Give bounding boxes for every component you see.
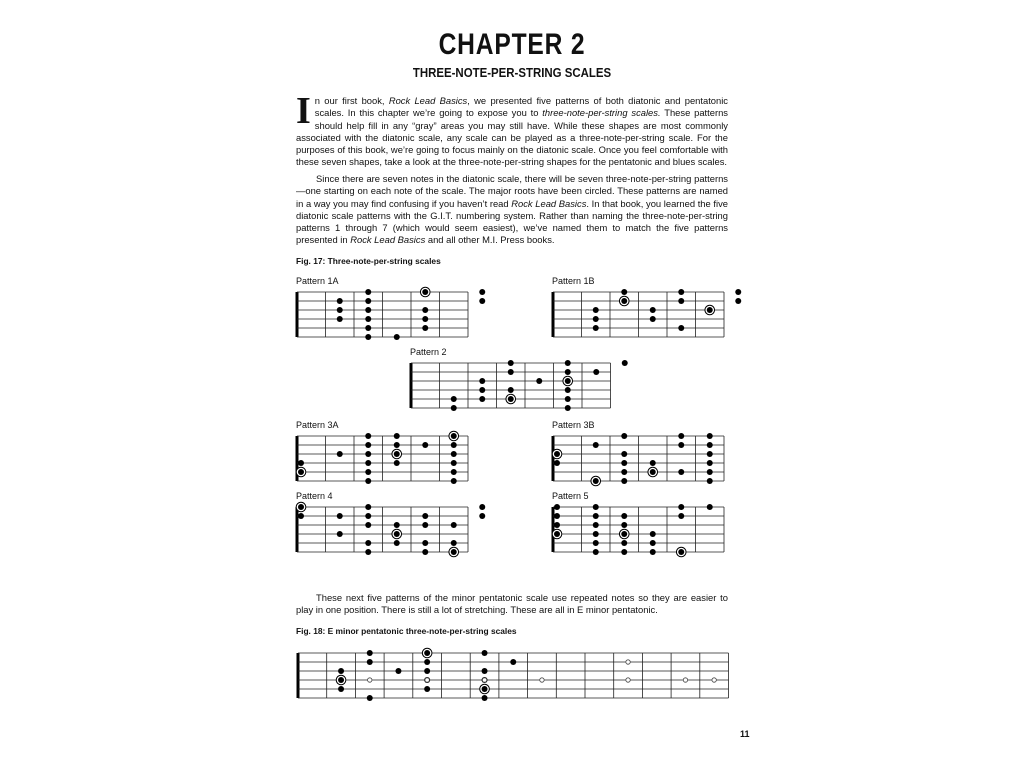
note-dot [621, 289, 627, 295]
note-dot [298, 460, 304, 466]
note-dot [621, 540, 627, 546]
note-dot [451, 405, 457, 411]
nut [552, 507, 555, 552]
note-dot [508, 369, 514, 375]
note-dot [707, 460, 713, 466]
note-dot [394, 442, 400, 448]
root-note-center [451, 433, 457, 439]
note-dot [365, 504, 371, 510]
note-dot [508, 360, 514, 366]
note-dot [482, 650, 488, 656]
note-dot [482, 695, 488, 701]
note-dot [593, 504, 599, 510]
note-dot [621, 469, 627, 475]
note-dot [365, 289, 371, 295]
note-dot [394, 522, 400, 528]
nut [296, 292, 299, 337]
pattern-label: Pattern 4 [296, 491, 333, 501]
chapter-title: CHAPTER 2 [438, 28, 586, 61]
note-dot [365, 442, 371, 448]
note-dot [424, 659, 430, 665]
root-note-center [554, 531, 560, 537]
note-dot [565, 396, 571, 402]
note-dot [479, 378, 485, 384]
note-dot [593, 369, 599, 375]
note-dot [678, 504, 684, 510]
note-dot [593, 522, 599, 528]
nut [410, 363, 413, 408]
note-dot [367, 650, 373, 656]
note-dot [337, 513, 343, 519]
pattern-label: Pattern 3B [552, 420, 595, 430]
pattern-label: Pattern 5 [552, 491, 589, 501]
note-dot [650, 307, 656, 313]
note-dot [650, 540, 656, 546]
note-dot [451, 451, 457, 457]
book-title-reference: Rock Lead Basics [388, 95, 468, 106]
body-paragraph-3: These next five patterns of the minor pentatonic scale use repeated notes so they are easier to play in one position. There is still a lot of stretching. These are all in E minor pentatonic. [296, 592, 728, 616]
note-dot [394, 540, 400, 546]
note-dot [365, 298, 371, 304]
note-dot [707, 469, 713, 475]
nut [297, 653, 300, 698]
note-dot [365, 478, 371, 484]
root-note-center [593, 478, 599, 484]
note-dot [621, 451, 627, 457]
note-dot [554, 513, 560, 519]
root-note-center [298, 504, 304, 510]
pattern-label: Pattern 3A [296, 420, 339, 430]
note-dot [365, 549, 371, 555]
note-dot [479, 289, 485, 295]
note-dot [678, 513, 684, 519]
note-dot [365, 433, 371, 439]
para2-text-3: and all other M.I. Press books. [425, 234, 555, 246]
note-dot [337, 451, 343, 457]
root-note-center [621, 531, 627, 537]
note-dot [554, 460, 560, 466]
note-dot [424, 686, 430, 692]
note-dot [621, 460, 627, 466]
note-dot [650, 316, 656, 322]
note-dot [424, 668, 430, 674]
note-dot [508, 387, 514, 393]
note-dot [365, 522, 371, 528]
note-dot [367, 659, 373, 665]
note-dot [479, 387, 485, 393]
note-dot [422, 307, 428, 313]
note-dot [422, 316, 428, 322]
pattern-label: Pattern 2 [410, 347, 447, 357]
note-dot [337, 316, 343, 322]
note-dot [621, 522, 627, 528]
fig18-label: Fig. 18: E minor pentatonic three-note-per-string scales [296, 626, 517, 636]
note-dot [395, 668, 401, 674]
note-dot [451, 478, 457, 484]
note-dot [554, 504, 560, 510]
note-dot [735, 289, 741, 295]
root-note-center [394, 451, 400, 457]
note-dot [621, 549, 627, 555]
note-dot [479, 396, 485, 402]
note-dot [337, 531, 343, 537]
note-dot [678, 469, 684, 475]
note-dot [678, 325, 684, 331]
note-dot [650, 531, 656, 537]
note-dot [678, 298, 684, 304]
note-dot [479, 298, 485, 304]
para2-text-1: Since there are seven notes in the diatonic scale, there will be seven three-note-per-string patterns—one starting on each note of the scale. The major roots have been circled. These patterns are named in a way you may find confusing if you haven’t read [296, 173, 728, 209]
note-dot [621, 433, 627, 439]
note-dot [422, 522, 428, 528]
note-dot [565, 405, 571, 411]
intro-text-3: These patterns should help fill in any “gray” areas you may still have. While these shapes are most commonly associated with the diatonic scale, any scale can be played as a three-note-per-string scale. For the purposes of this book, we’re going to focus mainly on the diatonic scale. Once you feel comfortable with these seven shapes, take a look at the three-note-per-string shapes for the pentatonic and blues scales. [296, 107, 728, 168]
note-dot [365, 469, 371, 475]
note-dot [394, 433, 400, 439]
note-dot [593, 549, 599, 555]
open-note-dot [626, 678, 630, 682]
root-note-center [678, 549, 684, 555]
note-dot [593, 307, 599, 313]
root-note-center [650, 469, 656, 475]
note-dot [536, 378, 542, 384]
root-note-center [707, 307, 713, 313]
root-note-center [621, 298, 627, 304]
nut [552, 292, 555, 337]
note-dot [593, 316, 599, 322]
note-dot [367, 695, 373, 701]
note-dot [593, 540, 599, 546]
note-dot [298, 513, 304, 519]
italic-term: three-note-per-string scales. [542, 107, 661, 119]
root-note-center [394, 531, 400, 537]
note-dot [337, 298, 343, 304]
fig17-label: Fig. 17: Three-note-per-string scales [296, 256, 441, 266]
note-dot [394, 460, 400, 466]
note-dot [422, 442, 428, 448]
note-dot [510, 659, 516, 665]
note-dot [707, 433, 713, 439]
intro-text-1: n our first book, [314, 95, 389, 106]
note-dot [451, 522, 457, 528]
intro-text-2: , we presented five patterns of both diatonic and pentatonic scales. In this chapter we’re going to expose you to [314, 95, 728, 119]
drop-cap: I [296, 90, 311, 132]
note-dot [394, 334, 400, 340]
root-note-center [554, 451, 560, 457]
root-note-center [508, 396, 514, 402]
note-dot [707, 504, 713, 510]
note-dot [622, 360, 628, 366]
book-title-reference: Rock Lead Basics [350, 234, 426, 246]
open-note-dot [712, 678, 716, 682]
root-note-center [451, 549, 457, 555]
pattern-label: Pattern 1A [296, 276, 339, 286]
note-dot [707, 442, 713, 448]
note-dot [621, 478, 627, 484]
note-dot [365, 460, 371, 466]
book-title-reference: Rock Lead Basics [511, 197, 587, 209]
note-dot [593, 442, 599, 448]
note-dot [707, 478, 713, 484]
note-dot [451, 396, 457, 402]
root-note-center [422, 289, 428, 295]
open-note-dot [683, 678, 687, 682]
note-dot [337, 307, 343, 313]
note-dot [422, 325, 428, 331]
note-dot [554, 522, 560, 528]
note-dot [451, 469, 457, 475]
chapter-subtitle: THREE-NOTE-PER-STRING SCALES [412, 65, 612, 80]
note-dot [707, 451, 713, 457]
note-dot [678, 289, 684, 295]
note-dot [451, 540, 457, 546]
pattern-label: Pattern 1B [552, 276, 595, 286]
note-dot [365, 513, 371, 519]
note-dot [565, 369, 571, 375]
root-note-center [482, 686, 488, 692]
root-note-center [338, 677, 344, 683]
note-dot [451, 442, 457, 448]
note-dot [365, 325, 371, 331]
note-dot [565, 387, 571, 393]
note-dot [593, 531, 599, 537]
note-dot [422, 513, 428, 519]
note-dot [678, 442, 684, 448]
nut [296, 507, 299, 552]
nut [552, 436, 555, 481]
note-dot [422, 540, 428, 546]
root-note-center [298, 469, 304, 475]
note-dot [593, 513, 599, 519]
note-dot [451, 460, 457, 466]
open-note-dot [626, 660, 630, 664]
para2-text-2: . In that book, you learned the five diatonic scale patterns with the G.I.T. numbering system. Rather than naming the three-note-per-string patterns 1 through 7 (which would seem easiest), we’ve named them to match the five patterns presented in [296, 197, 728, 246]
open-note-dot [368, 678, 372, 682]
note-dot [422, 549, 428, 555]
note-dot [365, 307, 371, 313]
note-dot [338, 668, 344, 674]
note-dot [593, 325, 599, 331]
note-dot [365, 451, 371, 457]
root-note-center [424, 650, 430, 656]
page-number: 11 [740, 729, 750, 739]
note-dot [479, 513, 485, 519]
note-dot [621, 513, 627, 519]
note-dot [365, 334, 371, 340]
note-dot [365, 316, 371, 322]
note-dot [338, 686, 344, 692]
note-dot [482, 668, 488, 674]
note-dot [650, 549, 656, 555]
open-note-dot [482, 678, 486, 682]
note-dot [565, 360, 571, 366]
note-dot [650, 460, 656, 466]
open-note-dot [540, 678, 544, 682]
note-dot [735, 298, 741, 304]
note-dot [678, 433, 684, 439]
note-dot [365, 540, 371, 546]
open-note-dot [425, 678, 429, 682]
root-note-center [565, 378, 571, 384]
note-dot [479, 504, 485, 510]
